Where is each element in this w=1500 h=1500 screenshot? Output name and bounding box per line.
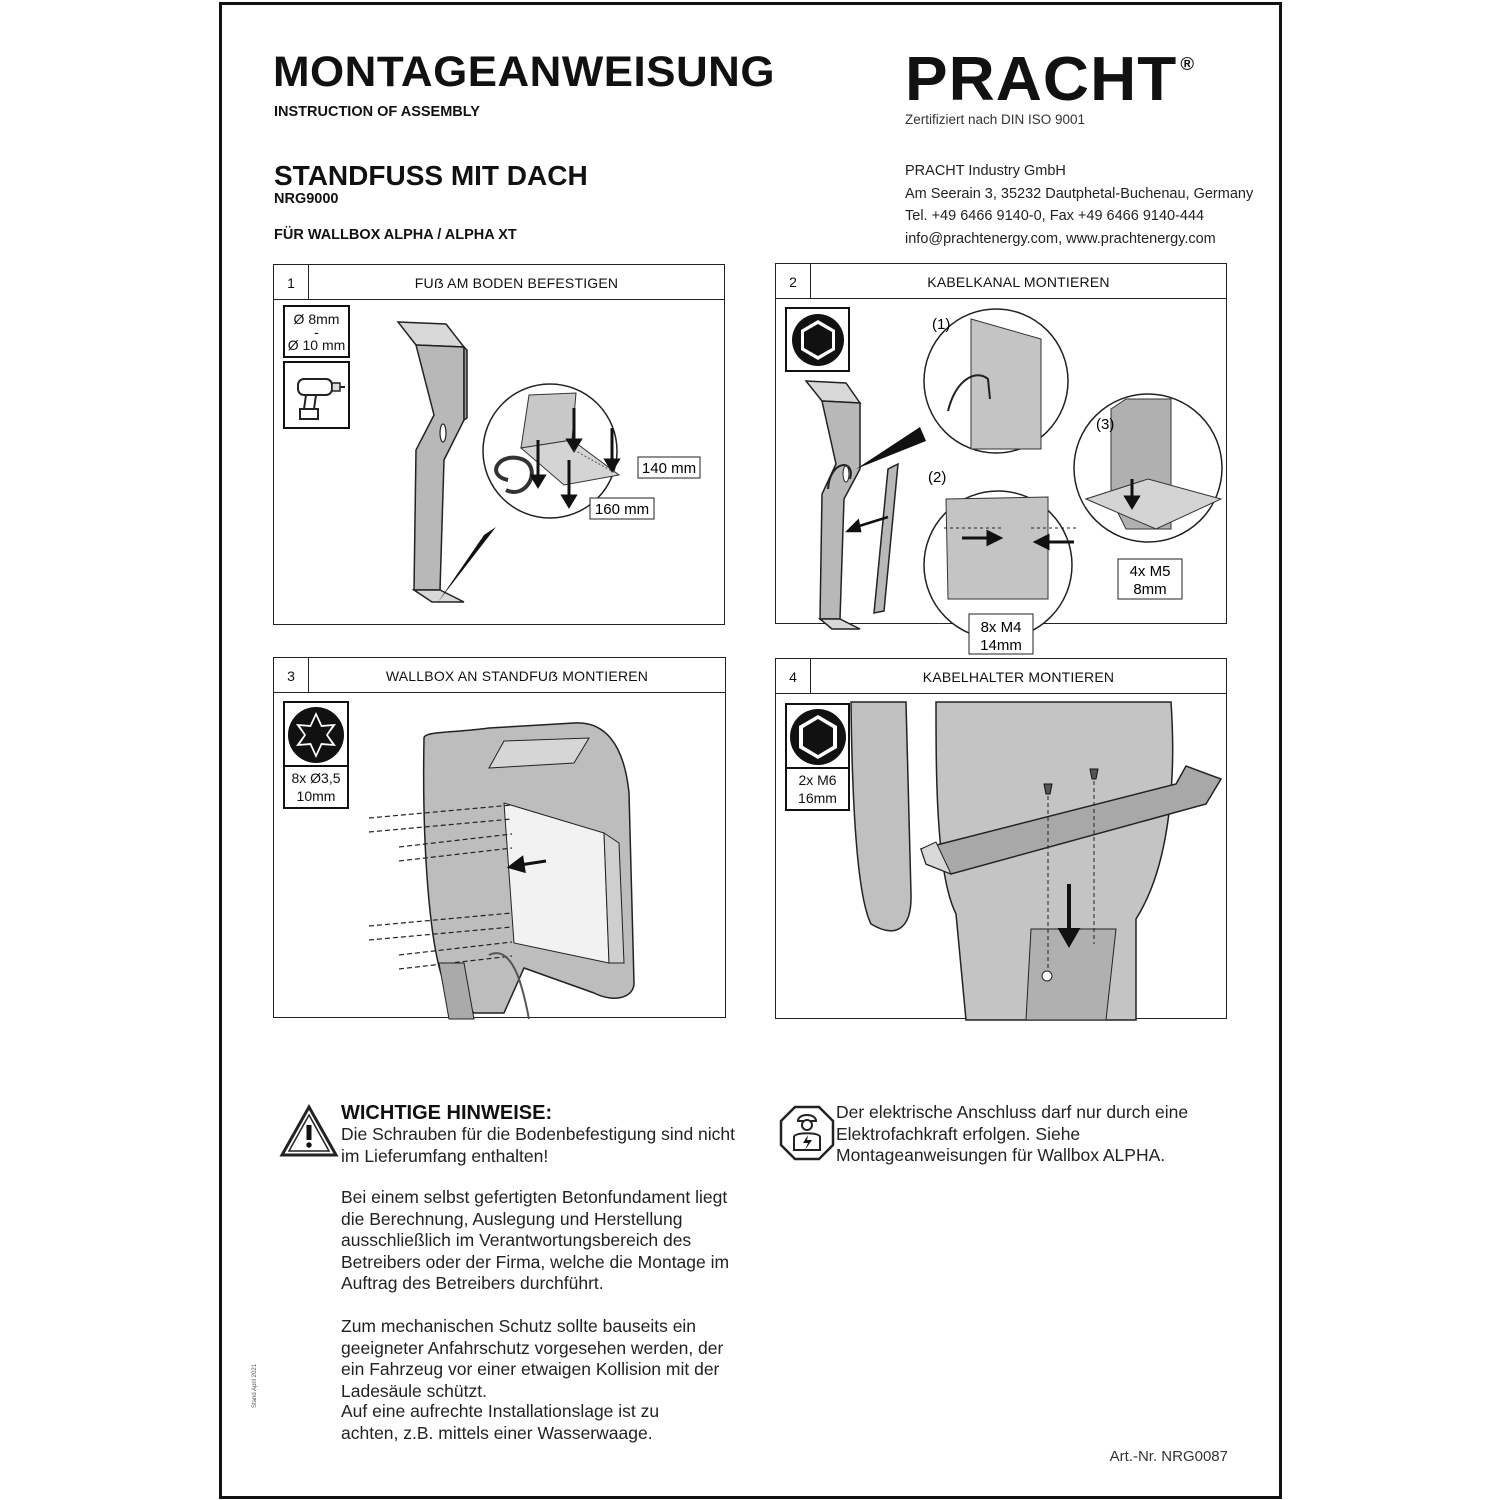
note-paragraph: Die Schrauben für die Bodenbefestigung sind nicht im Lieferumfang enthalten! (341, 1124, 736, 1166)
dimension-label: 140 mm (641, 460, 697, 477)
note-paragraph: Bei einem selbst gefertigten Betonfundament liegt die Berechnung, Auslegung und Herstellung ausschließlich im Verantwortungsbereich des Betreibers oder der Firma, welche die Montage im Auftrag des Betreibers durchführt. (341, 1187, 730, 1293)
screw-spec: 4x M5 (1129, 563, 1171, 580)
step-title: FUẞ AM BODEN BEFESTIGEN (414, 274, 619, 291)
warning-triangle-icon (280, 1104, 338, 1163)
notes-title: WICHTIGE HINWEISE: (341, 1102, 553, 1124)
step-number: 4 (776, 659, 811, 694)
substep-label: (1) (932, 316, 951, 333)
address-line: Am Seerain 3, 35232 Dautphetal-Buchenau, Germany (905, 185, 1254, 202)
article-number: Art.-Nr. NRG0087 (1109, 1448, 1228, 1465)
step-header (274, 265, 724, 300)
step-3-illustration (274, 693, 727, 1019)
step-number: 2 (776, 264, 811, 299)
tool-spec: 8x Ø3,5 (291, 770, 341, 786)
step-4-illustration (776, 694, 1228, 1020)
step-title: KABELKANAL MONTIEREN (927, 273, 1110, 290)
tool-spec: 10mm (296, 788, 336, 804)
step-number: 3 (274, 658, 309, 693)
step-1-panel (273, 264, 725, 625)
step-title: WALLBOX AN STANDFUẞ MONTIEREN (385, 667, 649, 684)
tool-spec: 16mm (798, 790, 837, 806)
address-line: info@prachtenergy.com, www.prachtenergy.com (905, 230, 1216, 247)
note-paragraph: Auf eine aufrechte Installationslage ist zu achten, z.B. mittels einer Wasserwaage. (341, 1401, 660, 1443)
screw-spec: 8mm (1133, 581, 1167, 598)
step-header (776, 659, 1226, 694)
note-paragraph: Zum mechanischen Schutz sollte bauseits ein geeigneter Anfahrschutz vorgesehen werden, der ein Fahrzeug vor einer etwaigen Kollision mit der Ladesäule schützt. (341, 1316, 724, 1401)
address-line: Tel. +49 6466 9140-0, Fax +49 6466 9140-444 (905, 208, 1205, 224)
pracht-logo: PRACHT ® (905, 45, 1196, 114)
tool-spec: - (314, 323, 319, 340)
step-3-panel (273, 657, 726, 1018)
product-compatibility: FÜR WALLBOX ALPHA / ALPHA XT (274, 227, 517, 243)
document-subtitle: INSTRUCTION OF ASSEMBLY (274, 104, 480, 120)
company-address (905, 160, 1253, 250)
document-title: MONTAGEANWEISUNG (273, 48, 775, 96)
product-name: STANDFUSS MIT DACH (274, 160, 588, 191)
electrician-icon (778, 1104, 836, 1167)
dimension-label: 160 mm (594, 501, 650, 518)
address-line: PRACHT Industry GmbH (905, 163, 1066, 179)
step-4-panel (775, 658, 1227, 1019)
substep-label: (3) (1096, 416, 1115, 433)
electrician-note: Der elektrische Anschluss darf nur durch eine Elektrofachkraft erfolgen. Siehe Montageanweisungen für Wallbox ALPHA. (836, 1102, 1189, 1165)
substep-label: (2) (928, 469, 947, 486)
step-2-illustration (776, 299, 1228, 654)
step-title: KABELHALTER MONTIEREN (922, 668, 1115, 685)
step-number: 1 (274, 265, 309, 300)
tool-spec: 2x M6 (798, 772, 837, 788)
tool-spec: Ø 10 mm (287, 336, 346, 353)
tool-spec: Ø 8mm (293, 310, 340, 327)
certification: Zertifiziert nach DIN ISO 9001 (905, 112, 1086, 127)
revision-date: Stand April 2021 (252, 1363, 258, 1408)
step-1-illustration (274, 300, 726, 626)
step-header (274, 658, 725, 693)
step-2-panel (775, 263, 1227, 654)
product-code: NRG9000 (274, 191, 339, 207)
step-header (776, 264, 1226, 299)
screw-spec: 8x M4 (980, 619, 1022, 636)
screw-spec: 14mm (980, 637, 1022, 654)
